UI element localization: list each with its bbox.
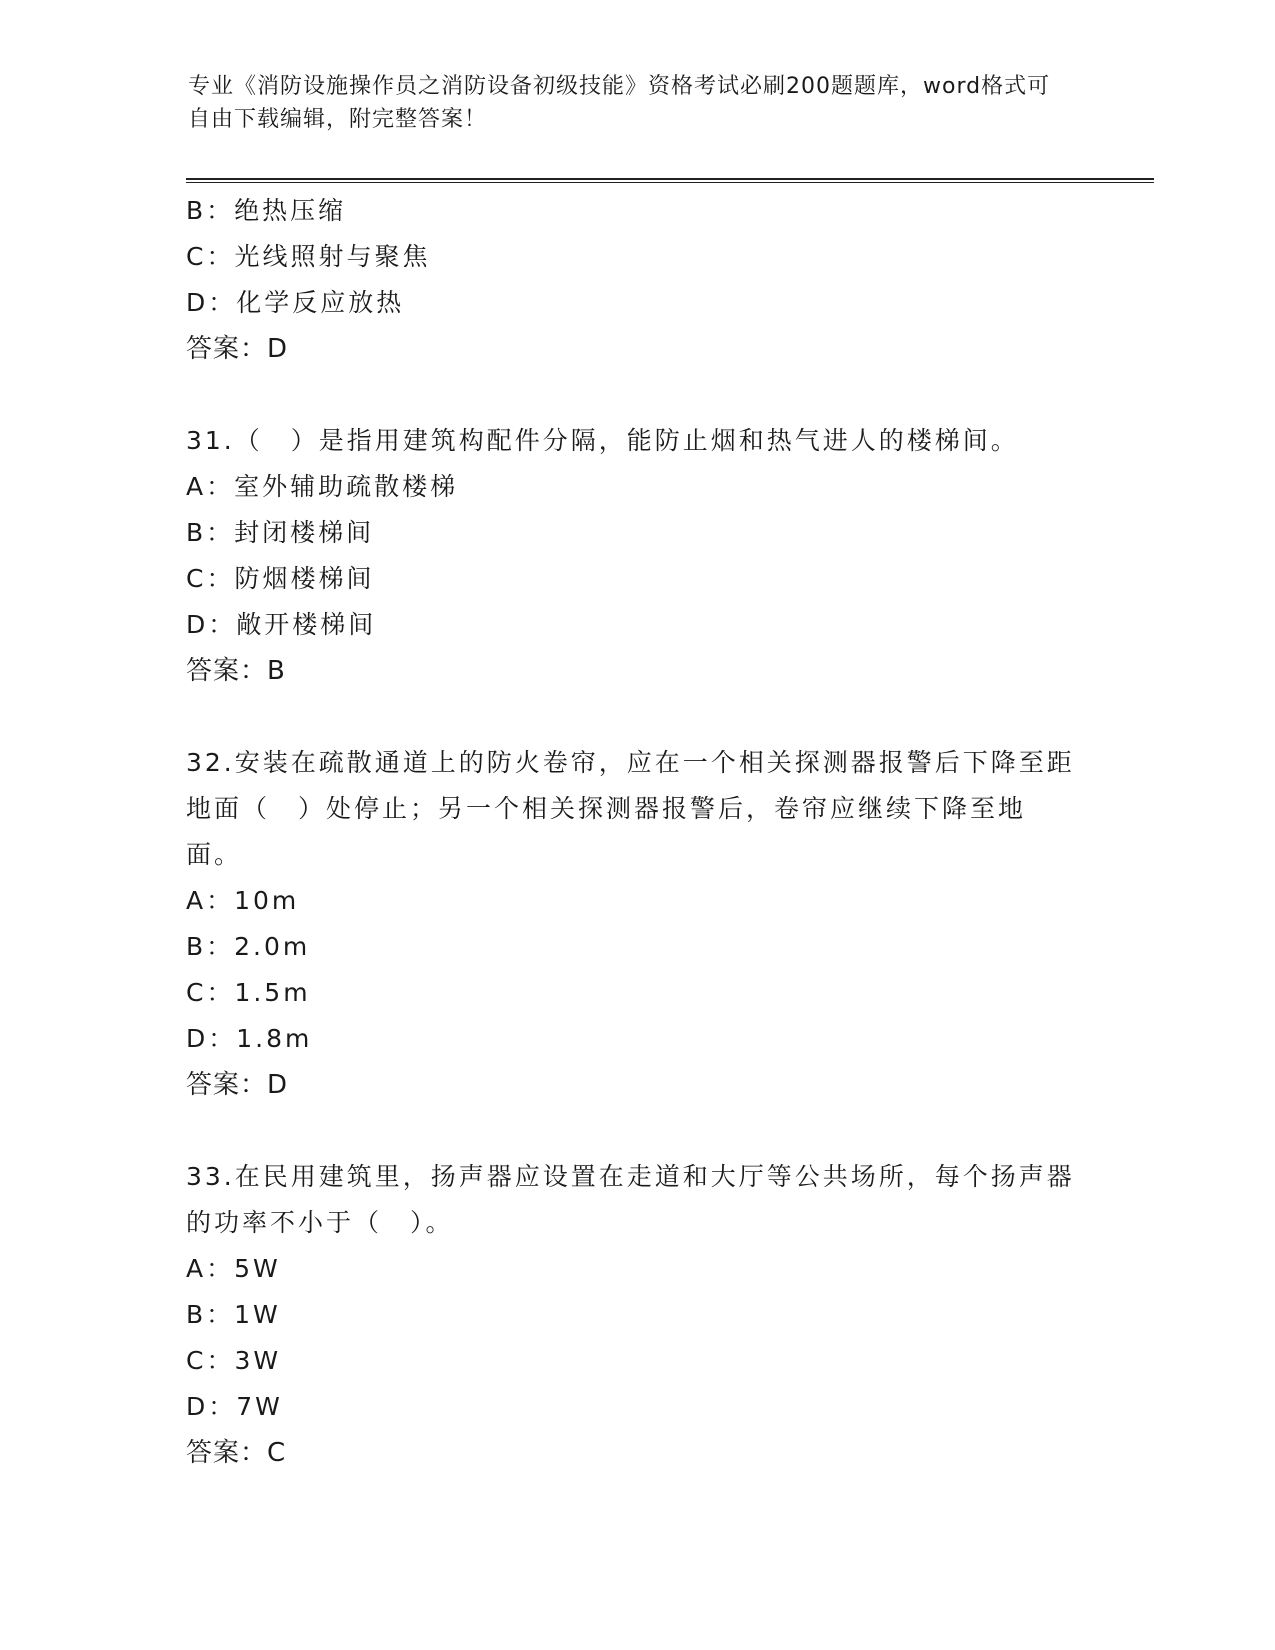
document-header: 专业《消防设施操作员之消防设备初级技能》资格考试必刷200题题库，word格式可自由下载编辑，附完整答案！ [188, 74, 1051, 132]
option-c: C：光线照射与聚焦 [186, 242, 431, 271]
spacer [186, 694, 1086, 740]
option-a: A：室外辅助疏散楼梯 [186, 472, 459, 501]
answer-line: 答案：B [186, 656, 286, 686]
question-content [186, 188, 1086, 1476]
answer-line: 答案：D [186, 1070, 289, 1100]
option-b: B：绝热压缩 [186, 196, 347, 225]
question-33 [186, 1154, 1086, 1476]
answer-line: 答案：C [186, 1438, 287, 1468]
previous-question-tail [186, 188, 1086, 372]
question-stem: 33.在民用建筑里，扬声器应设置在走道和大厅等公共场所，每个扬声器的功率不小于（ ）。 [186, 1162, 1075, 1237]
question-31 [186, 418, 1086, 694]
option-d: D：1.8m [186, 1024, 313, 1053]
option-a: A：5W [186, 1254, 281, 1283]
option-a: A：10m [186, 886, 300, 915]
question-stem: 31.（ ）是指用建筑构配件分隔，能防止烟和热气进人的楼梯间。 [186, 426, 1019, 455]
option-d: D：7W [186, 1392, 283, 1421]
option-c: C：1.5m [186, 978, 311, 1007]
option-d: D：化学反应放热 [186, 288, 405, 317]
question-32 [186, 740, 1086, 1108]
header-divider-thick [186, 178, 1154, 180]
option-c: C：防烟楼梯间 [186, 564, 375, 593]
spacer [186, 372, 1086, 418]
answer-line: 答案：D [186, 334, 289, 364]
question-stem: 32.安装在疏散通道上的防火卷帘，应在一个相关探测器报警后下降至距地面（ ）处停止；另一个相关探测器报警后，卷帘应继续下降至地面。 [186, 748, 1075, 869]
option-b: B：1W [186, 1300, 281, 1329]
option-c: C：3W [186, 1346, 282, 1375]
spacer [186, 1108, 1086, 1154]
option-b: B：2.0m [186, 932, 311, 961]
option-d: D：敞开楼梯间 [186, 610, 377, 639]
option-b: B：封闭楼梯间 [186, 518, 375, 547]
header-divider-thin [186, 182, 1154, 183]
